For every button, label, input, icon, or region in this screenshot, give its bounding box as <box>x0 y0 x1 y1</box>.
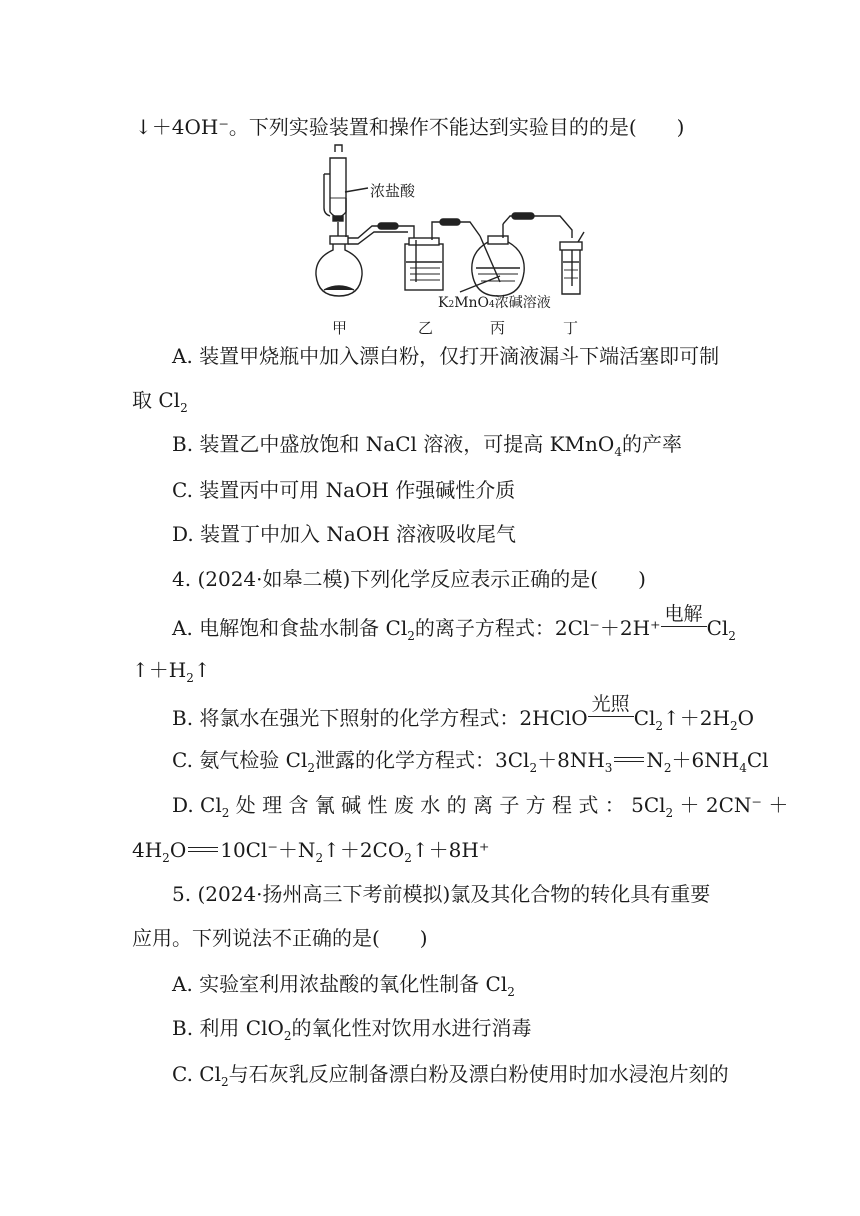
q4-option-a-line1: A. 电解饱和食盐水制备 $Cl_2$的离子方程式：2Cl⁻＋2H⁺ 电解 $Cl_2$ <box>172 603 736 643</box>
equals-sign <box>612 746 646 774</box>
q4-option-d-line1: D. $Cl_2$ 处 理 含 氰 碱 性 废 水 的 离 子 方 程 式 ： $5Cl_2 + 2CN^-$ ＋ <box>172 793 789 820</box>
q3-option-c: C. 装置丙中可用 NaOH 作强碱性介质 <box>172 478 516 502</box>
q3-option-d: D. 装置丁中加入 NaOH 溶液吸收尾气 <box>172 522 517 546</box>
figure-label-bing: 丙 <box>490 319 506 337</box>
q3-option-a-line1: A. 装置甲烧瓶中加入漂白粉，仅打开滴液漏斗下端活塞即可制 <box>172 344 720 368</box>
q4-option-b: B. 将氯水在强光下照射的化学方程式：2HClO 光照 $Cl_2↑+2H_2O$ <box>172 693 755 733</box>
flask-bing <box>460 213 572 296</box>
q4-stem: 4. (2024·如皋二模)下列化学反应表示正确的是( ) <box>172 567 646 591</box>
condition-electrolysis: 电解 <box>661 614 707 642</box>
bottle-yi <box>405 219 480 290</box>
q5-option-c: C. $Cl_2$与石灰乳反应制备漂白粉及漂白粉使用时加水浸泡片刻的 <box>172 1062 729 1089</box>
q4-option-d-line2: $4H_2O$ $10Cl^-+N_2↑+2CO_2↑+8H^+$ <box>132 838 490 865</box>
condition-light: 光照 <box>588 704 634 732</box>
figure-label-yi: 乙 <box>418 319 434 337</box>
flask-jia <box>316 145 362 296</box>
q4-option-c: C. 氨气检验 $Cl_2$泄露的化学方程式：$3Cl_2+8NH_3$ $N_2+6NH_4Cl$ <box>172 748 769 775</box>
tube-ding <box>560 232 584 294</box>
q3-option-a-line2: 取 $Cl_2$ <box>132 388 188 415</box>
figure-label-ding: 丁 <box>563 319 579 337</box>
q3-stem-line: ↓＋4OH⁻。下列实验装置和操作不能达到实验目的的是( ) <box>135 115 685 139</box>
figure-label-conc-hcl: 浓盐酸 <box>370 182 416 200</box>
figure-label-k2mno4: K2MnO4浓碱溶液 <box>438 295 551 311</box>
q5-option-a: A. 实验室利用浓盐酸的氧化性制备 $Cl_2$ <box>172 972 515 999</box>
q3-option-b: B. 装置乙中盛放饱和 NaCl 溶液，可提高 KMnO$_4$的产率 <box>172 432 682 459</box>
q5-stem-line1: 5. (2024·扬州高三下考前模拟)氯及其化合物的转化具有重要 <box>172 882 711 906</box>
q5-option-b: B. 利用 ClO$_2$的氧化性对饮用水进行消毒 <box>172 1016 532 1043</box>
figure-label-jia: 甲 <box>332 319 348 337</box>
q4-option-a-line2: $↑+H_2↑$ <box>132 658 211 685</box>
equals-sign <box>186 836 220 864</box>
q5-stem-line2: 应用。下列说法不正确的是( ) <box>132 926 428 950</box>
